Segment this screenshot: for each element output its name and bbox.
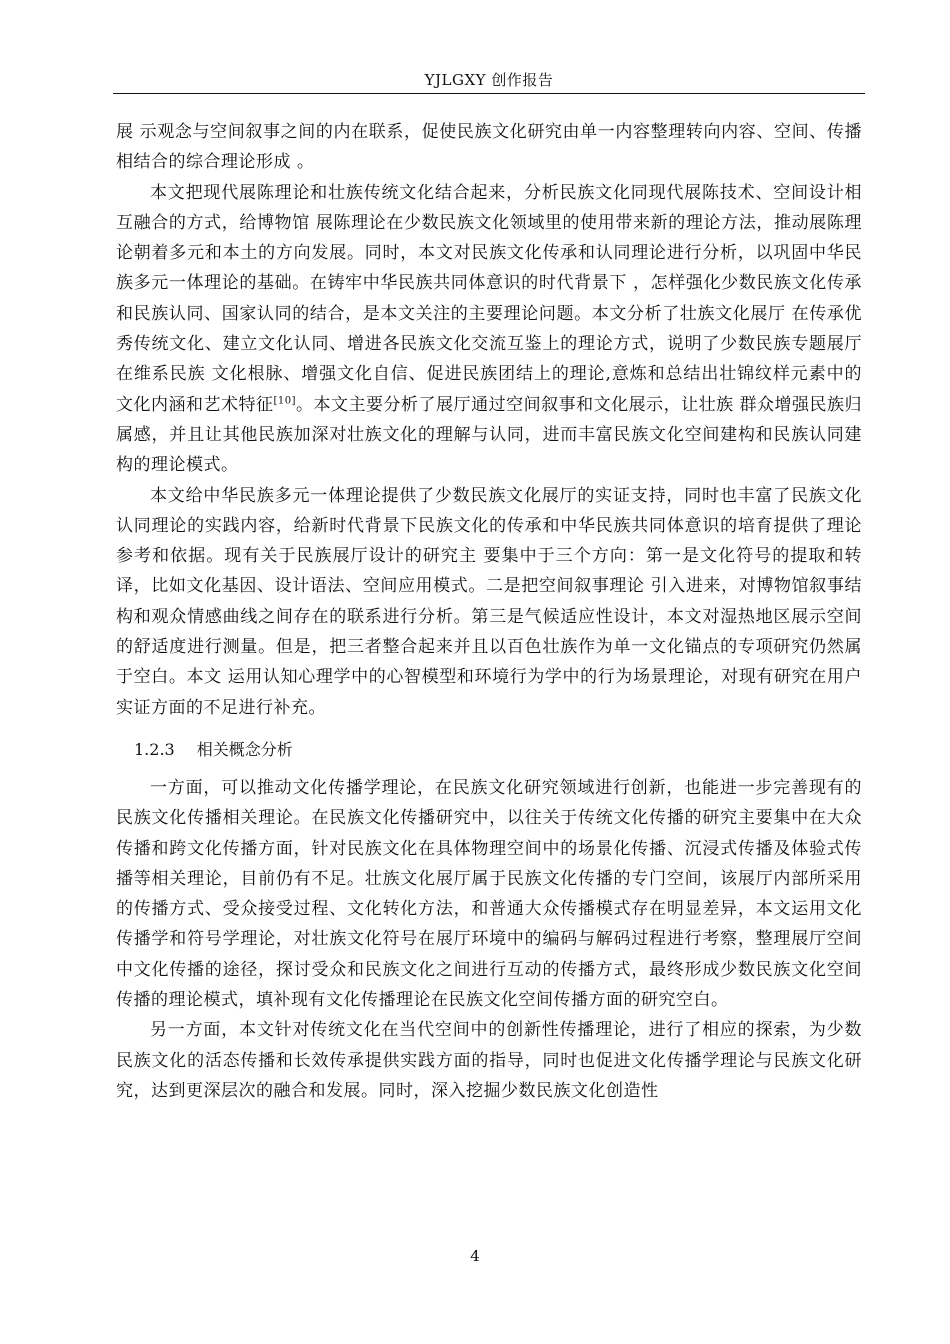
paragraph-innovation: 另一方面，本文针对传统文化在当代空间中的创新性传播理论，进行了相应的探索，为少数民族文化的活态传播和长效传承提供实践方面的指导，同时也促进文化传播学理论与民族文化研究，达到更深层次的融合和发展。同时，深入挖掘少数民族文化创造性 [116,1020,862,1101]
section-number: 1.2.3 [134,739,175,759]
page-number: 4 [470,1247,480,1265]
body-text [116,117,862,1106]
header-rule [113,93,865,94]
citation-marker: [10] [273,395,297,407]
paragraph-text: 本文把现代展陈理论和壮族传统文化结合起来，分析民族文化同现代展陈技术、空间设计相互融合的方式，给博物馆 展陈理论在少数民族文化领域里的使用带来新的理论方法，推动展陈理论朝着多元和本土的方向发展。同时，本文对民族文化传承和认同理论进行分析，以巩固中华民族多元一体理论的基础。在铸牢中华民族共同体意识的时代背景下 ，怎样强化少数民族文化传承和民族认同、国家认同的结合，是本文关注的主要理论问题。本文分析了壮族文化展厅 在传承优秀传统文化、建立文化认同、增进各民族文化交流互鉴上的理论方式，说明了少数民族专题展厅在维系民族 文化根脉、增强文化自信、促进民族团结上的理论,意炼和总结出壮锦纹样元素中的文化内涵和艺术特征 [116,182,862,415]
paragraph-research-gap: 本文给中华民族多元一体理论提供了少数民族文化展厅的实证支持，同时也丰富了民族文化认同理论的实践内容，给新时代背景下民族文化的传承和中华民族共同体意识的培育提供了理论参考和依据。现有关于民族展厅设计的研究主 要集中于三个方向：第一是文化符号的提取和转译，比如文化基因、设计语法、空间应用模式。二是把空间叙事理论 引入进来，对博物馆叙事结构和观众情感曲线之间存在的联系进行分析。第三是气候适应性设计，本文对湿热地区展示空间的舒适度进行测量。但是，把三者整合起来并且以百色壮族作为单一文化锚点的专项研究仍然属于空白。本文 运用认知心理学中的心智模型和环境行为学中的行为场景理论，对现有研究在用户实证方面的不足进行补充。 [116,485,862,718]
running-header: YJLGXY 创作报告 [424,71,554,89]
paragraph-theory-contribution [116,178,862,481]
paragraph-communication-theory: 一方面，可以推动文化传播学理论，在民族文化研究领域进行创新，也能进一步完善现有的民族文化传播相关理论。在民族文化传播研究中，以往关于传统文化传播的研究主要集中在大众传播和跨文化传播方面，针对民族文化在具体物理空间中的场景化传播、沉浸式传播及体验式传播等相关理论，目前仍有不足。壮族文化展厅属于民族文化传播的专门空间，该展厅内部所采用的传播方式、受众接受过程、文化转化方法，和普通大众传播模式存在明显差异，本文运用文化传播学和符号学理论，对壮族文化符号在展厅环境中的编码与解码过程进行考察，整理展厅空间中文化传播的途径，探讨受众和民族文化之间进行互动的传播方式，最终形成少数民族文化空间传播的理论模式，填补现有文化传播理论在民族文化空间传播方面的研究空白。 [116,777,862,1011]
section-title: 相关概念分析 [196,739,293,759]
section-heading [134,737,862,763]
paragraph-continued: 展 示观念与空间叙事之间的内在联系，促使民族文化研究由单一内容整理转向内容、空间、传播相结合的综合理论形成 。 [116,122,862,173]
paragraph-text-tail: 。本文主要分析了展厅通过空间叙事和文化展示，让壮族 群众增强民族归属感，并且让其他民族加深对壮族文化的理解与认同，进而丰富民族文化空间建构和民族认同建构的理论模式。 [116,394,862,476]
